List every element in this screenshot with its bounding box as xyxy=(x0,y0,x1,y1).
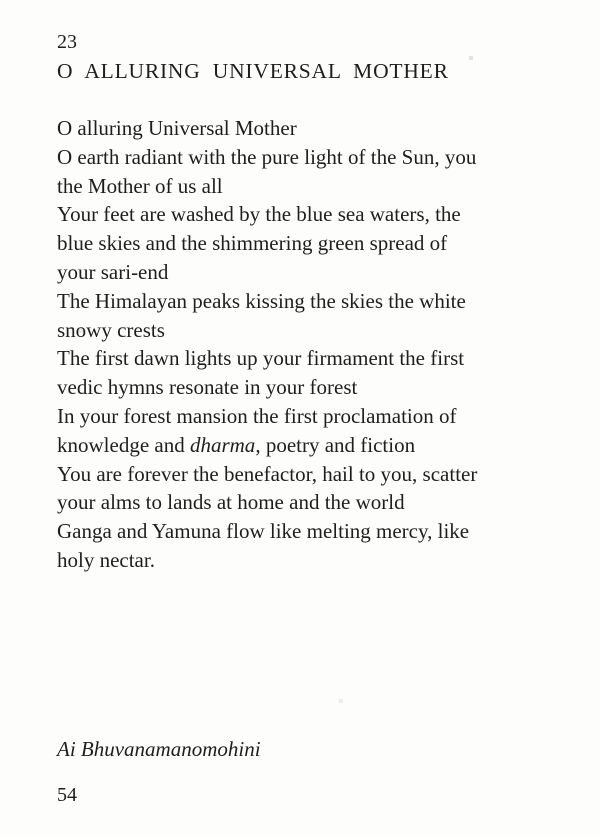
poem-line-segment: The first dawn lights up your firmament the first xyxy=(57,346,465,371)
poem-line-segment: the Mother of us all xyxy=(57,173,223,198)
poem-line xyxy=(57,114,560,143)
poem-line-segment: knowledge and xyxy=(57,432,190,457)
poem-line xyxy=(57,402,560,431)
poem-line xyxy=(57,517,560,546)
poem-line-segment: Your feet are washed by the blue sea waters, the xyxy=(57,202,461,227)
poem-line xyxy=(57,373,560,402)
poem-line-segment: O earth radiant with the pure light of the Sun, you xyxy=(57,144,477,169)
poem-number: 23 xyxy=(57,31,77,53)
poem-line xyxy=(57,460,560,489)
poem-line-segment: snowy crests xyxy=(57,317,165,342)
poem-title: O ALLURING UNIVERSAL MOTHER xyxy=(57,59,449,83)
poem-line xyxy=(57,172,560,201)
poem-line xyxy=(57,258,560,287)
poem-line xyxy=(57,488,560,517)
poem-line xyxy=(57,344,560,373)
poem-line xyxy=(57,229,560,258)
poem-line-segment: , poetry and fiction xyxy=(255,432,416,457)
poem-line-segment: your sari-end xyxy=(57,259,169,284)
poem-line-segment: In your forest mansion the first proclamation of xyxy=(57,403,457,428)
poem-line xyxy=(57,287,560,316)
poem-line-segment: blue skies and the shimmering green spread of xyxy=(57,231,448,256)
poem-line-segment: You are forever the benefactor, hail to you, scatter xyxy=(57,461,478,486)
poem-line-segment: vedic hymns resonate in your forest xyxy=(57,375,358,400)
poem-line-segment: The Himalayan peaks kissing the skies the white xyxy=(57,288,466,313)
poem-line-italic-segment: dharma xyxy=(189,432,256,457)
poem-attribution: Ai Bhuvanamanomohini xyxy=(57,736,261,761)
poem-line xyxy=(57,431,560,460)
poem-line-segment: Ganga and Yamuna flow like melting mercy, like xyxy=(57,519,470,544)
poem-line-segment: holy nectar. xyxy=(57,547,155,572)
poem-line-segment: O alluring Universal Mother xyxy=(57,116,297,140)
poem-line xyxy=(57,546,560,575)
poem-line xyxy=(57,143,560,172)
poem-body xyxy=(57,114,560,575)
poem-line xyxy=(57,200,560,229)
poem-line-segment: your alms to lands at home and the world xyxy=(57,490,405,515)
page-number: 54 xyxy=(57,783,77,806)
poem-line xyxy=(57,316,560,345)
